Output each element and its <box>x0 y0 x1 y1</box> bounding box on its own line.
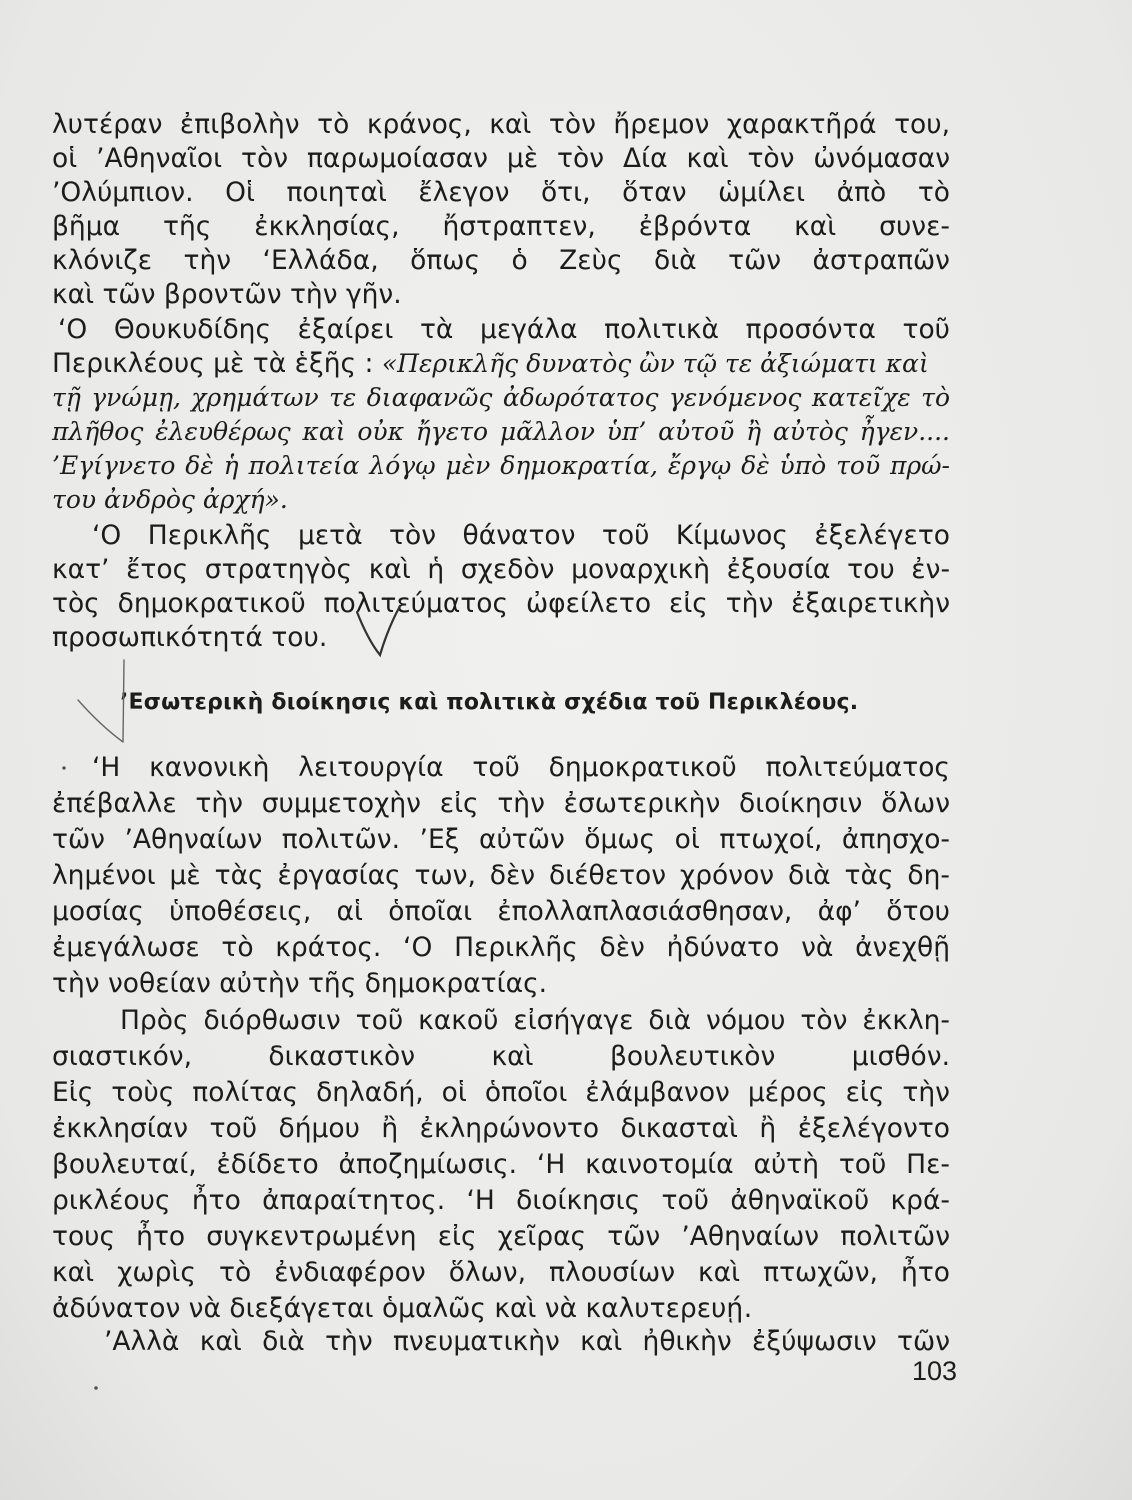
text-line: λημένοι μὲ τὰς ἐργασίας των, δὲν διέθετον χρόνον διὰ τὰς δη- <box>52 860 950 891</box>
text-line: κατ’ ἔτος στρατηγὸς καὶ ἡ σχεδὸν μοναρχικὴ ἐξουσία του ἐν- <box>52 554 950 585</box>
text-line: προσωπικότητά του. <box>52 622 328 653</box>
page-number: 103 <box>912 1356 958 1386</box>
text-line: ἐπέβαλλε τὴν συμμετοχὴν εἰς τὴν ἐσωτερικὴν διοίκησιν ὅλων <box>52 788 950 819</box>
text-line: ἐμεγάλωσε τὸ κράτος. ‘Ο Περικλῆς δὲν ἠδύνατο νὰ ἀνεχθῇ <box>52 932 950 963</box>
quote-intro: Περικλέους μὲ τὰ ἑξῆς : <box>52 348 374 379</box>
text-line: τὴν νοθείαν αὐτὴν τῆς δημοκρατίας. <box>52 968 548 999</box>
quote-line: πλῆθος ἐλευθέρως καὶ οὐκ ἤγετο μᾶλλον ὑπ’ αὐτοῦ ἢ αὐτὸς ἦγεν.... <box>52 417 950 446</box>
text-line: τους ἦτο συγκεντρωμένη εἰς χεῖρας τῶν ’Αθηναίων πολιτῶν <box>52 1221 950 1252</box>
text-line: τῶν ’Αθηναίων πολιτῶν. ’Εξ αὐτῶν ὅμως οἱ πτωχοί, ἀπησχο- <box>52 824 950 855</box>
text-line: βουλευταί, ἐδίδετο ἀποζημίωσις. ‘Η καινοτομία αὐτὴ τοῦ Πε- <box>52 1149 950 1180</box>
text-line: ’Αλλὰ καὶ διὰ τὴν πνευματικὴν καὶ ἠθικὴν ἐξύψωσιν τῶν <box>104 1326 950 1357</box>
text-line: σιαστικόν, δικαστικὸν καὶ βουλευτικὸν μισθόν. <box>52 1041 950 1072</box>
text-line: καὶ τῶν βροντῶν τὴν γῆν. <box>52 279 402 310</box>
text-line: βῆμα τῆς ἐκκλησίας, ἤστραπτεν, ἐβρόντα καὶ συνε- <box>52 211 950 242</box>
text-line: καὶ χωρὶς τὸ ἐνδιαφέρον ὅλων, πλουσίων καὶ πτωχῶν, ἦτο <box>52 1257 950 1288</box>
quote-line: του ἀνδρὸς ἀρχή». <box>52 485 288 514</box>
text-line: Εἰς τοὺς πολίτας δηλαδή, οἱ ὁποῖοι ἐλάμβανον μέρος εἰς τὴν <box>52 1077 950 1108</box>
text-line: λυτέραν ἐπιβολὴν τὸ κράνος, καὶ τὸν ἤρεμον χαρακτῆρά του, <box>52 109 950 140</box>
quote-line: τῇ γνώμῃ, χρημάτων τε διαφανῶς ἀδωρότατος γενόμενος κατεῖχε τὸ <box>52 383 950 412</box>
text-line: οἱ ’Αθηναῖοι τὸν παρωμοίασαν μὲ τὸν Δία καὶ τὸν ὠνόμασαν <box>52 143 950 174</box>
text-line: ρικλέους ἦτο ἀπαραίτητος. ‘Η διοίκησις τοῦ ἀθηναϊκοῦ κρά- <box>52 1185 950 1216</box>
text-line: ’Ολύμπιον. Οἱ ποιηταὶ ἔλεγον ὅτι, ὅταν ὡμίλει ἀπὸ τὸ <box>52 177 950 208</box>
text-line: τὸς δημοκρατικοῦ πολιτεύματος ὠφείλετο εἰς τὴν ἐξαιρετικὴν <box>52 588 950 619</box>
text-line: ‘Η κανονικὴ λειτουργία τοῦ δημοκρατικοῦ πολιτεύματος <box>92 752 950 783</box>
text-line: ‘Ο Περικλῆς μετὰ τὸν θάνατον τοῦ Κίμωνος ἐξελέγετο <box>92 520 950 551</box>
text-line: ἀδύνατον νὰ διεξάγεται ὁμαλῶς καὶ νὰ καλυτερευῄ. <box>52 1293 753 1324</box>
quote-line: ’Εγίγνετο δὲ ἡ πολιτεία λόγῳ μὲν δημοκρατία, ἔργῳ δὲ ὑπὸ τοῦ πρώ- <box>52 451 950 480</box>
text-line: μοσίας ὑποθέσεις, αἱ ὁποῖαι ἐπολλαπλασιάσθησαν, ἀφ’ ὅτου <box>52 896 950 927</box>
text-line: κλόνιζε τὴν ‘Ελλάδα, ὅπως ὁ Ζεὺς διὰ τῶν ἀστραπῶν <box>52 245 950 276</box>
text-line: ἐκκλησίαν τοῦ δήμου ἢ ἐκληρώνοντο δικασταὶ ἢ ἐξελέγοντο <box>52 1113 950 1144</box>
quote-text: «Περικλῆς δυνατὸς ὢν τῷ τε ἀξιώματι καὶ <box>381 349 929 378</box>
text-line: ‘Ο Θουκυδίδης ἐξαίρει τὰ μεγάλα πολιτικὰ προσόντα τοῦ <box>58 314 950 345</box>
section-heading: ’Εσωτερικὴ διοίκησις καὶ πολιτικὰ σχέδια τοῦ Περικλέους. <box>120 690 859 715</box>
text-line: Πρὸς διόρθωσιν τοῦ κακοῦ εἰσήγαγε διὰ νόμου τὸν ἐκκλη- <box>120 1005 950 1036</box>
